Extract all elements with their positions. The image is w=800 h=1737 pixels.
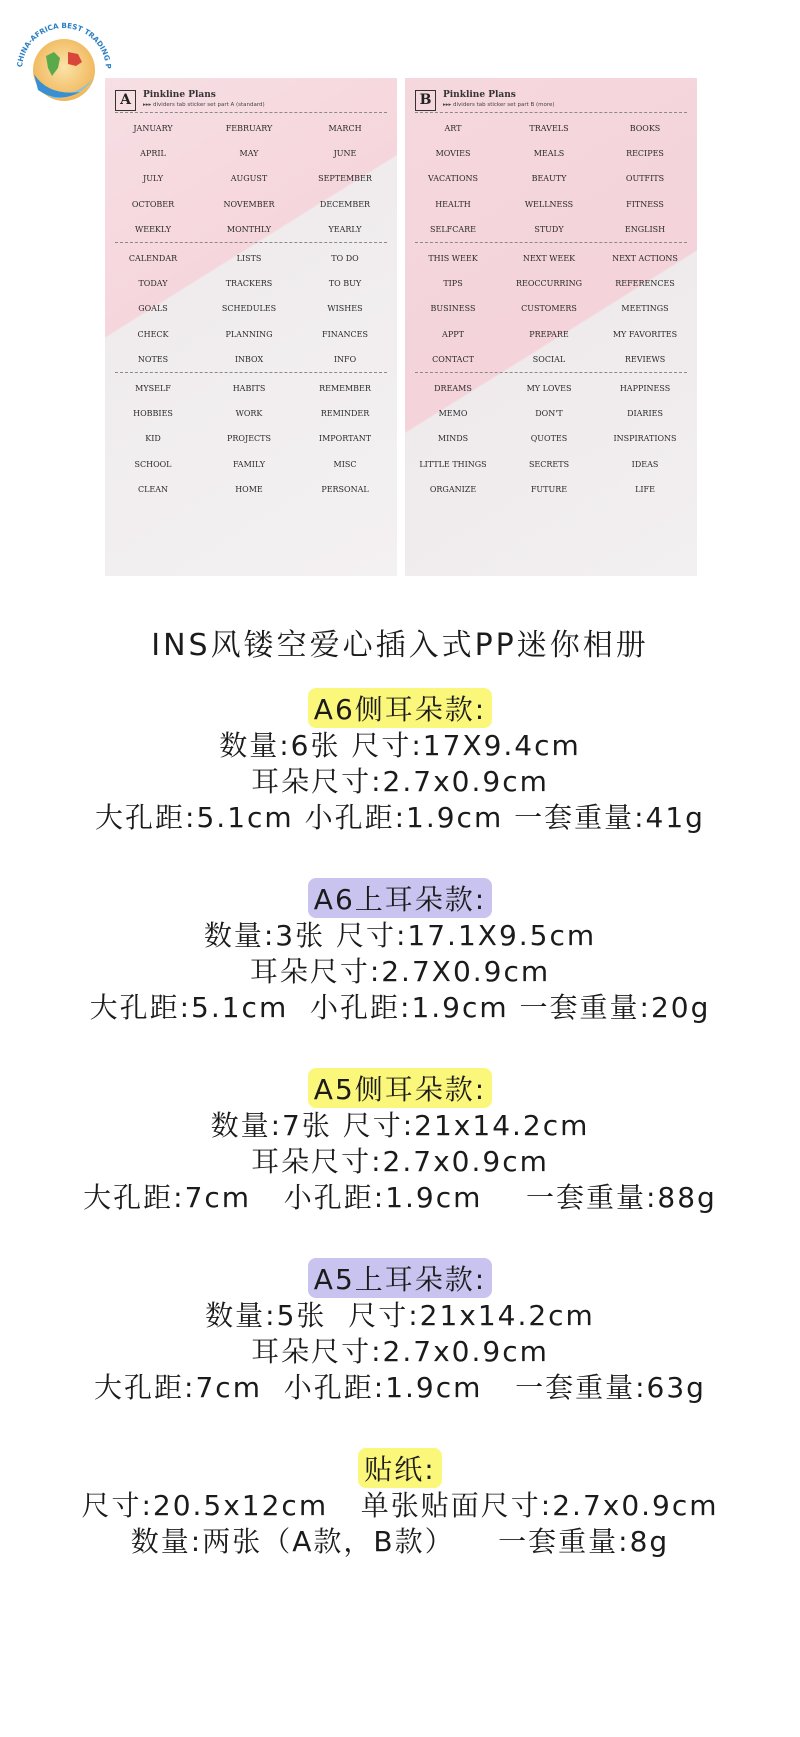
sticker-label: IDEAS: [631, 459, 659, 469]
sticker-label: QUOTES: [530, 434, 568, 444]
heading-highlight: A6侧耳朵款:: [308, 688, 492, 728]
sticker-label: TRAVELS: [529, 124, 569, 133]
sticker-label: FINANCES: [322, 329, 368, 339]
sticker-label: SCHEDULES: [221, 304, 277, 314]
sticker-label: INBOX: [234, 354, 264, 364]
sticker-label: TIPS: [443, 279, 463, 289]
sticker-label: JANUARY: [133, 124, 173, 133]
sticker-label: DECEMBER: [319, 199, 371, 209]
sticker-label: SCHOOL: [134, 459, 172, 469]
sticker-label: MAY: [239, 149, 259, 159]
sheet-badge: A: [115, 90, 136, 111]
sticker-label: DIARIES: [627, 409, 663, 419]
heading-highlight: 贴纸:: [358, 1448, 441, 1488]
sticker-label: NOTES: [137, 354, 169, 364]
product-title: INS风镂空爱心插入式PP迷你相册: [151, 628, 649, 663]
logo-text: CHINA-AFRICA BEST TRADING P: [15, 20, 114, 70]
sticker-label: WISHES: [327, 304, 363, 314]
sticker-label: MARCH: [328, 124, 362, 133]
sticker-label: INSPIRATIONS: [613, 434, 677, 444]
sticker-label: MY LOVES: [526, 384, 572, 393]
spec-heading: [0, 878, 800, 918]
spec-line: 耳朵尺寸:2.7X0.9cm: [249, 955, 551, 988]
sticker-label: OUTFITS: [625, 174, 665, 184]
sheet-subtitle: ▸▸▸ dividers tab sticker set part A (standard): [143, 102, 265, 108]
spec-line: 数量:6张 尺寸:17X9.4cm: [219, 729, 581, 762]
sticker-sheet-a: [105, 78, 397, 576]
spec-line: 数量:3张 尺寸:17.1X9.5cm: [203, 919, 597, 952]
sticker-label: KID: [145, 434, 161, 444]
spec-heading: [0, 1258, 800, 1298]
sticker-label: VACATIONS: [427, 174, 478, 184]
sticker-label: RECIPES: [626, 149, 664, 159]
brand-logo: [8, 8, 120, 120]
sticker-label: REVIEWS: [624, 354, 666, 364]
spec-line: 数量:5张 尺寸:21x14.2cm: [205, 1299, 595, 1332]
spec-line: 耳朵尺寸:2.7x0.9cm: [251, 1145, 549, 1178]
sticker-label: PLANNING: [225, 329, 273, 339]
sticker-label: MYSELF: [135, 384, 171, 393]
sticker-label: WELLNESS: [524, 199, 574, 209]
divider-line: [415, 112, 687, 113]
sticker-label: WEEKLY: [135, 224, 171, 234]
sticker-label: AUGUST: [230, 174, 268, 184]
spec-line: 耳朵尺寸:2.7x0.9cm: [251, 1335, 549, 1368]
sticker-label: HABITS: [232, 384, 266, 393]
sticker-label: FITNESS: [626, 199, 664, 209]
sticker-label: SELFCARE: [430, 224, 476, 234]
sticker-label: ART: [444, 124, 462, 133]
sticker-label: FEBRUARY: [225, 124, 273, 133]
sticker-label: THIS WEEK: [428, 254, 478, 263]
sticker-label: NOVEMBER: [223, 199, 275, 209]
sticker-label: APRIL: [140, 149, 166, 159]
divider-line: [415, 372, 687, 373]
divider-line: [115, 112, 387, 113]
sticker-label: FUTURE: [530, 484, 568, 494]
sticker-label: CALENDAR: [128, 254, 178, 263]
sticker-label: ENGLISH: [624, 224, 666, 234]
sheet-brand: Pinkline Plans: [443, 90, 516, 100]
spec-line: 大孔距:7cm 小孔距:1.9cm 一套重量:88g: [83, 1181, 717, 1214]
sticker-label: DREAMS: [434, 384, 472, 393]
heading-highlight: A5上耳朵款:: [308, 1258, 492, 1298]
sticker-label: TO BUY: [328, 279, 362, 289]
sticker-label: TRACKERS: [225, 279, 273, 289]
sticker-sheet-b: [405, 78, 697, 576]
sticker-label: SECRETS: [528, 459, 570, 469]
spec-line: 耳朵尺寸:2.7x0.9cm: [251, 765, 549, 798]
sticker-label: NEXT WEEK: [522, 254, 576, 263]
sticker-label: TODAY: [138, 279, 168, 289]
sticker-label: CLEAN: [137, 484, 169, 494]
spec-line: 大孔距:5.1cm 小孔距:1.9cm 一套重量:41g: [95, 801, 705, 834]
sticker-label: JUNE: [333, 149, 357, 159]
sticker-label: CHECK: [137, 329, 169, 339]
sticker-label: MONTHLY: [226, 224, 272, 234]
sticker-label: MOVIES: [435, 149, 471, 159]
heading-highlight: A5侧耳朵款:: [308, 1068, 492, 1108]
heading-highlight: A6上耳朵款:: [308, 878, 492, 918]
sticker-label: REMINDER: [320, 409, 370, 419]
sheet-badge: B: [415, 90, 436, 111]
sticker-label: IMPORTANT: [318, 434, 372, 444]
sticker-label: TO DO: [331, 254, 359, 263]
sticker-label: HAPPINESS: [619, 384, 671, 393]
spec-line: 尺寸:20.5x12cm 单张贴面尺寸:2.7x0.9cm: [81, 1489, 719, 1522]
spec-line: 大孔距:7cm 小孔距:1.9cm 一套重量:63g: [94, 1371, 706, 1404]
sticker-label: HEALTH: [435, 199, 471, 209]
sticker-label: LITTLE THINGS: [419, 459, 487, 469]
sticker-label: APPT: [442, 329, 464, 339]
sticker-label: PERSONAL: [321, 484, 369, 494]
sticker-label: BUSINESS: [430, 304, 476, 314]
sticker-label: SEPTEMBER: [318, 174, 372, 184]
sticker-label: BOOKS: [629, 124, 661, 133]
sticker-label: CUSTOMERS: [521, 304, 577, 314]
spec-heading: [0, 688, 800, 728]
sticker-label: FAMILY: [232, 459, 266, 469]
sticker-label: MY FAVORITES: [612, 329, 678, 339]
sticker-label: INFO: [333, 354, 357, 364]
divider-line: [115, 242, 387, 243]
divider-line: [415, 242, 687, 243]
sheet-brand: Pinkline Plans: [143, 90, 216, 100]
sticker-label: PROJECTS: [227, 434, 271, 444]
sticker-label: MEMO: [438, 409, 468, 419]
sticker-label: LISTS: [236, 254, 262, 263]
sticker-label: REOCCURRING: [515, 279, 582, 289]
sticker-label: MEALS: [533, 149, 565, 159]
sticker-label: BEAUTY: [531, 174, 567, 184]
sticker-label: PREPARE: [529, 329, 569, 339]
sticker-label: NEXT ACTIONS: [612, 254, 678, 263]
sticker-label: MINDS: [437, 434, 469, 444]
sticker-label: MISC: [333, 459, 357, 469]
sticker-label: WORK: [235, 409, 263, 419]
sticker-label: JULY: [142, 174, 164, 184]
spec-line: 数量:7张 尺寸:21x14.2cm: [210, 1109, 590, 1142]
divider-line: [115, 372, 387, 373]
spec-line: 大孔距:5.1cm 小孔距:1.9cm 一套重量:20g: [89, 991, 711, 1024]
sticker-label: YEARLY: [328, 224, 362, 234]
spec-line: 数量:两张（A款，B款） 一套重量:8g: [130, 1525, 670, 1558]
sticker-label: DON'T: [535, 409, 563, 419]
sticker-label: OCTOBER: [131, 199, 175, 209]
sticker-label: CONTACT: [432, 354, 474, 364]
sticker-label: MEETINGS: [621, 304, 669, 314]
sticker-label: STUDY: [534, 224, 564, 234]
sticker-label: HOBBIES: [133, 409, 173, 419]
sticker-label: HOME: [235, 484, 263, 494]
sticker-label: REFERENCES: [615, 279, 675, 289]
sticker-label: LIFE: [635, 484, 655, 494]
spec-heading: [0, 1068, 800, 1108]
sheet-subtitle: ▸▸▸ dividers tab sticker set part B (more): [443, 102, 555, 108]
sticker-label: SOCIAL: [532, 354, 566, 364]
spec-heading: [0, 1448, 800, 1488]
sticker-label: ORGANIZE: [429, 484, 477, 494]
sticker-label: REMEMBER: [319, 384, 371, 393]
sticker-label: GOALS: [138, 304, 168, 314]
